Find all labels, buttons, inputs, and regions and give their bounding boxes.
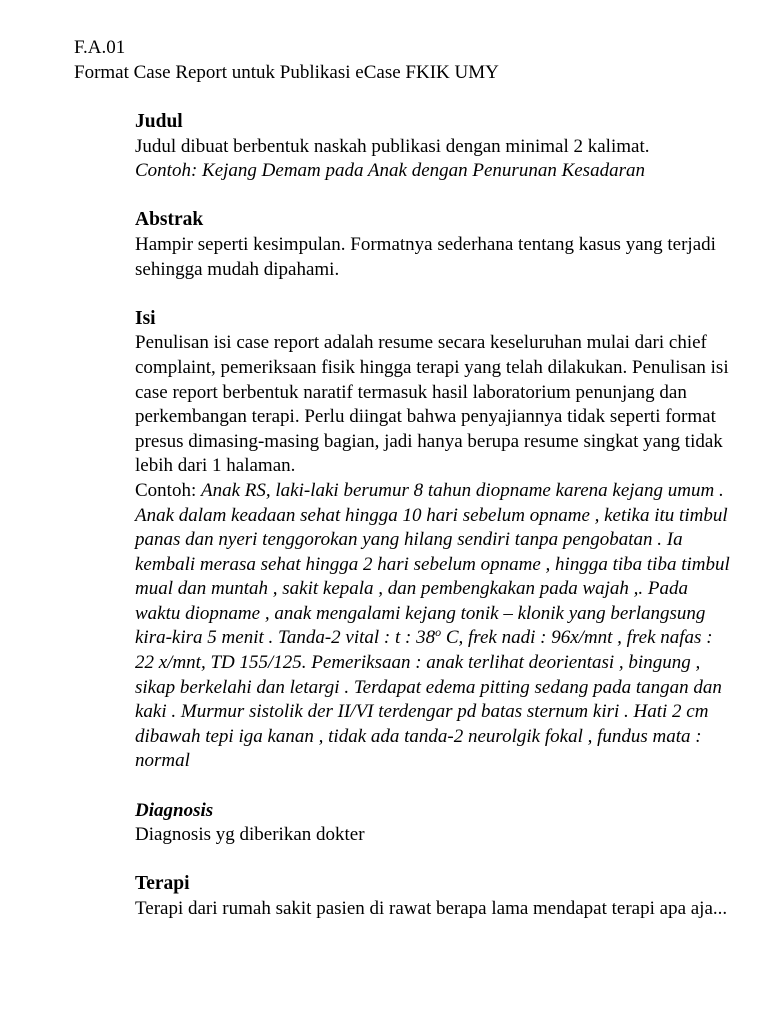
example-label: Contoh: bbox=[135, 479, 201, 501]
example-case-text-part-2: C, frek nadi : 96x/mnt , frek nafas : 22 x/mnt, TD 155/125. Pemeriksaan : anak terlihat deorientasi , bingung , sikap berkelahi dan letargi . Terdapat edema pitting sedang pada tangan dan kaki . Murmur sistolik der II/VI terdengar pd batas sternum kiri . Hati 2 cm dibawah tepi iga kanan , tidak ada tanda-2 neurolgik fokal , fundus mata : normal bbox=[135, 627, 722, 772]
document-title: Format Case Report untuk Publikasi eCase FKIK UMY bbox=[74, 61, 499, 83]
section-example-isi bbox=[135, 479, 735, 774]
section-isi bbox=[135, 307, 735, 774]
document-header bbox=[74, 36, 734, 85]
section-body-terapi: Terapi dari rumah sakit pasien di rawat berapa lama mendapat terapi apa aja... bbox=[135, 898, 728, 919]
section-heading-judul: Judul bbox=[135, 111, 183, 132]
form-code: F.A.01 bbox=[74, 37, 126, 58]
section-heading-abstrak: Abstrak bbox=[135, 209, 204, 231]
degree-superscript: o bbox=[435, 625, 442, 640]
section-heading-isi: Isi bbox=[135, 307, 156, 329]
section-body-abstrak: Hampir seperti kesimpulan. Formatnya sederhana tentang kasus yang terjadi sehingga mudah dipahami. bbox=[135, 233, 716, 280]
section-body-isi: Penulisan isi case report adalah resume secara keseluruhan mulai dari chief complaint, pemeriksaan fisik hingga terapi yang telah dilakukan. Penulisan isi case report berbentuk naratif termasuk hasil laboratorium penunjang dan perkembangan terapi. Perlu diingat bahwa penyajiannya tidak seperti format presus dimasing-masing bagian, jadi hanya berupa resume singkat yang tidak lebih dari 1 halaman. bbox=[135, 332, 729, 477]
section-example-judul: Contoh: Kejang Demam pada Anak dengan Penurunan Kesadaran bbox=[135, 160, 645, 182]
document-content bbox=[135, 110, 735, 946]
section-body-diagnosis: Diagnosis yg diberikan dokter bbox=[135, 824, 365, 846]
example-case-text-part-1: Anak RS, laki-laki berumur 8 tahun diopname karena kejang umum . Anak dalam keadaan sehat hingga 10 hari sebelum opname , ketika itu timbul panas dan nyeri tenggorokan yang hilang sendiri tanpa pengobatan . Ia kembali merasa sehat hingga 2 hari sebelum opname , hingga tiba tiba timbul mual dan muntah , sakit kepala , dan pembengkakan pada wajah ,. Pada waktu diopname , anak mengalami kejang tonik – klonik yang berlangsung kira-kira 5 menit . Tanda-2 vital : t : 38 bbox=[135, 479, 730, 649]
section-heading-terapi: Terapi bbox=[135, 873, 190, 895]
section-abstrak bbox=[135, 208, 735, 282]
section-body-judul: Judul dibuat berbentuk naskah publikasi dengan minimal 2 kalimat. bbox=[135, 135, 650, 157]
section-diagnosis bbox=[135, 799, 735, 848]
section-judul bbox=[135, 110, 735, 184]
section-heading-diagnosis: Diagnosis bbox=[135, 799, 214, 821]
section-terapi bbox=[135, 872, 735, 921]
